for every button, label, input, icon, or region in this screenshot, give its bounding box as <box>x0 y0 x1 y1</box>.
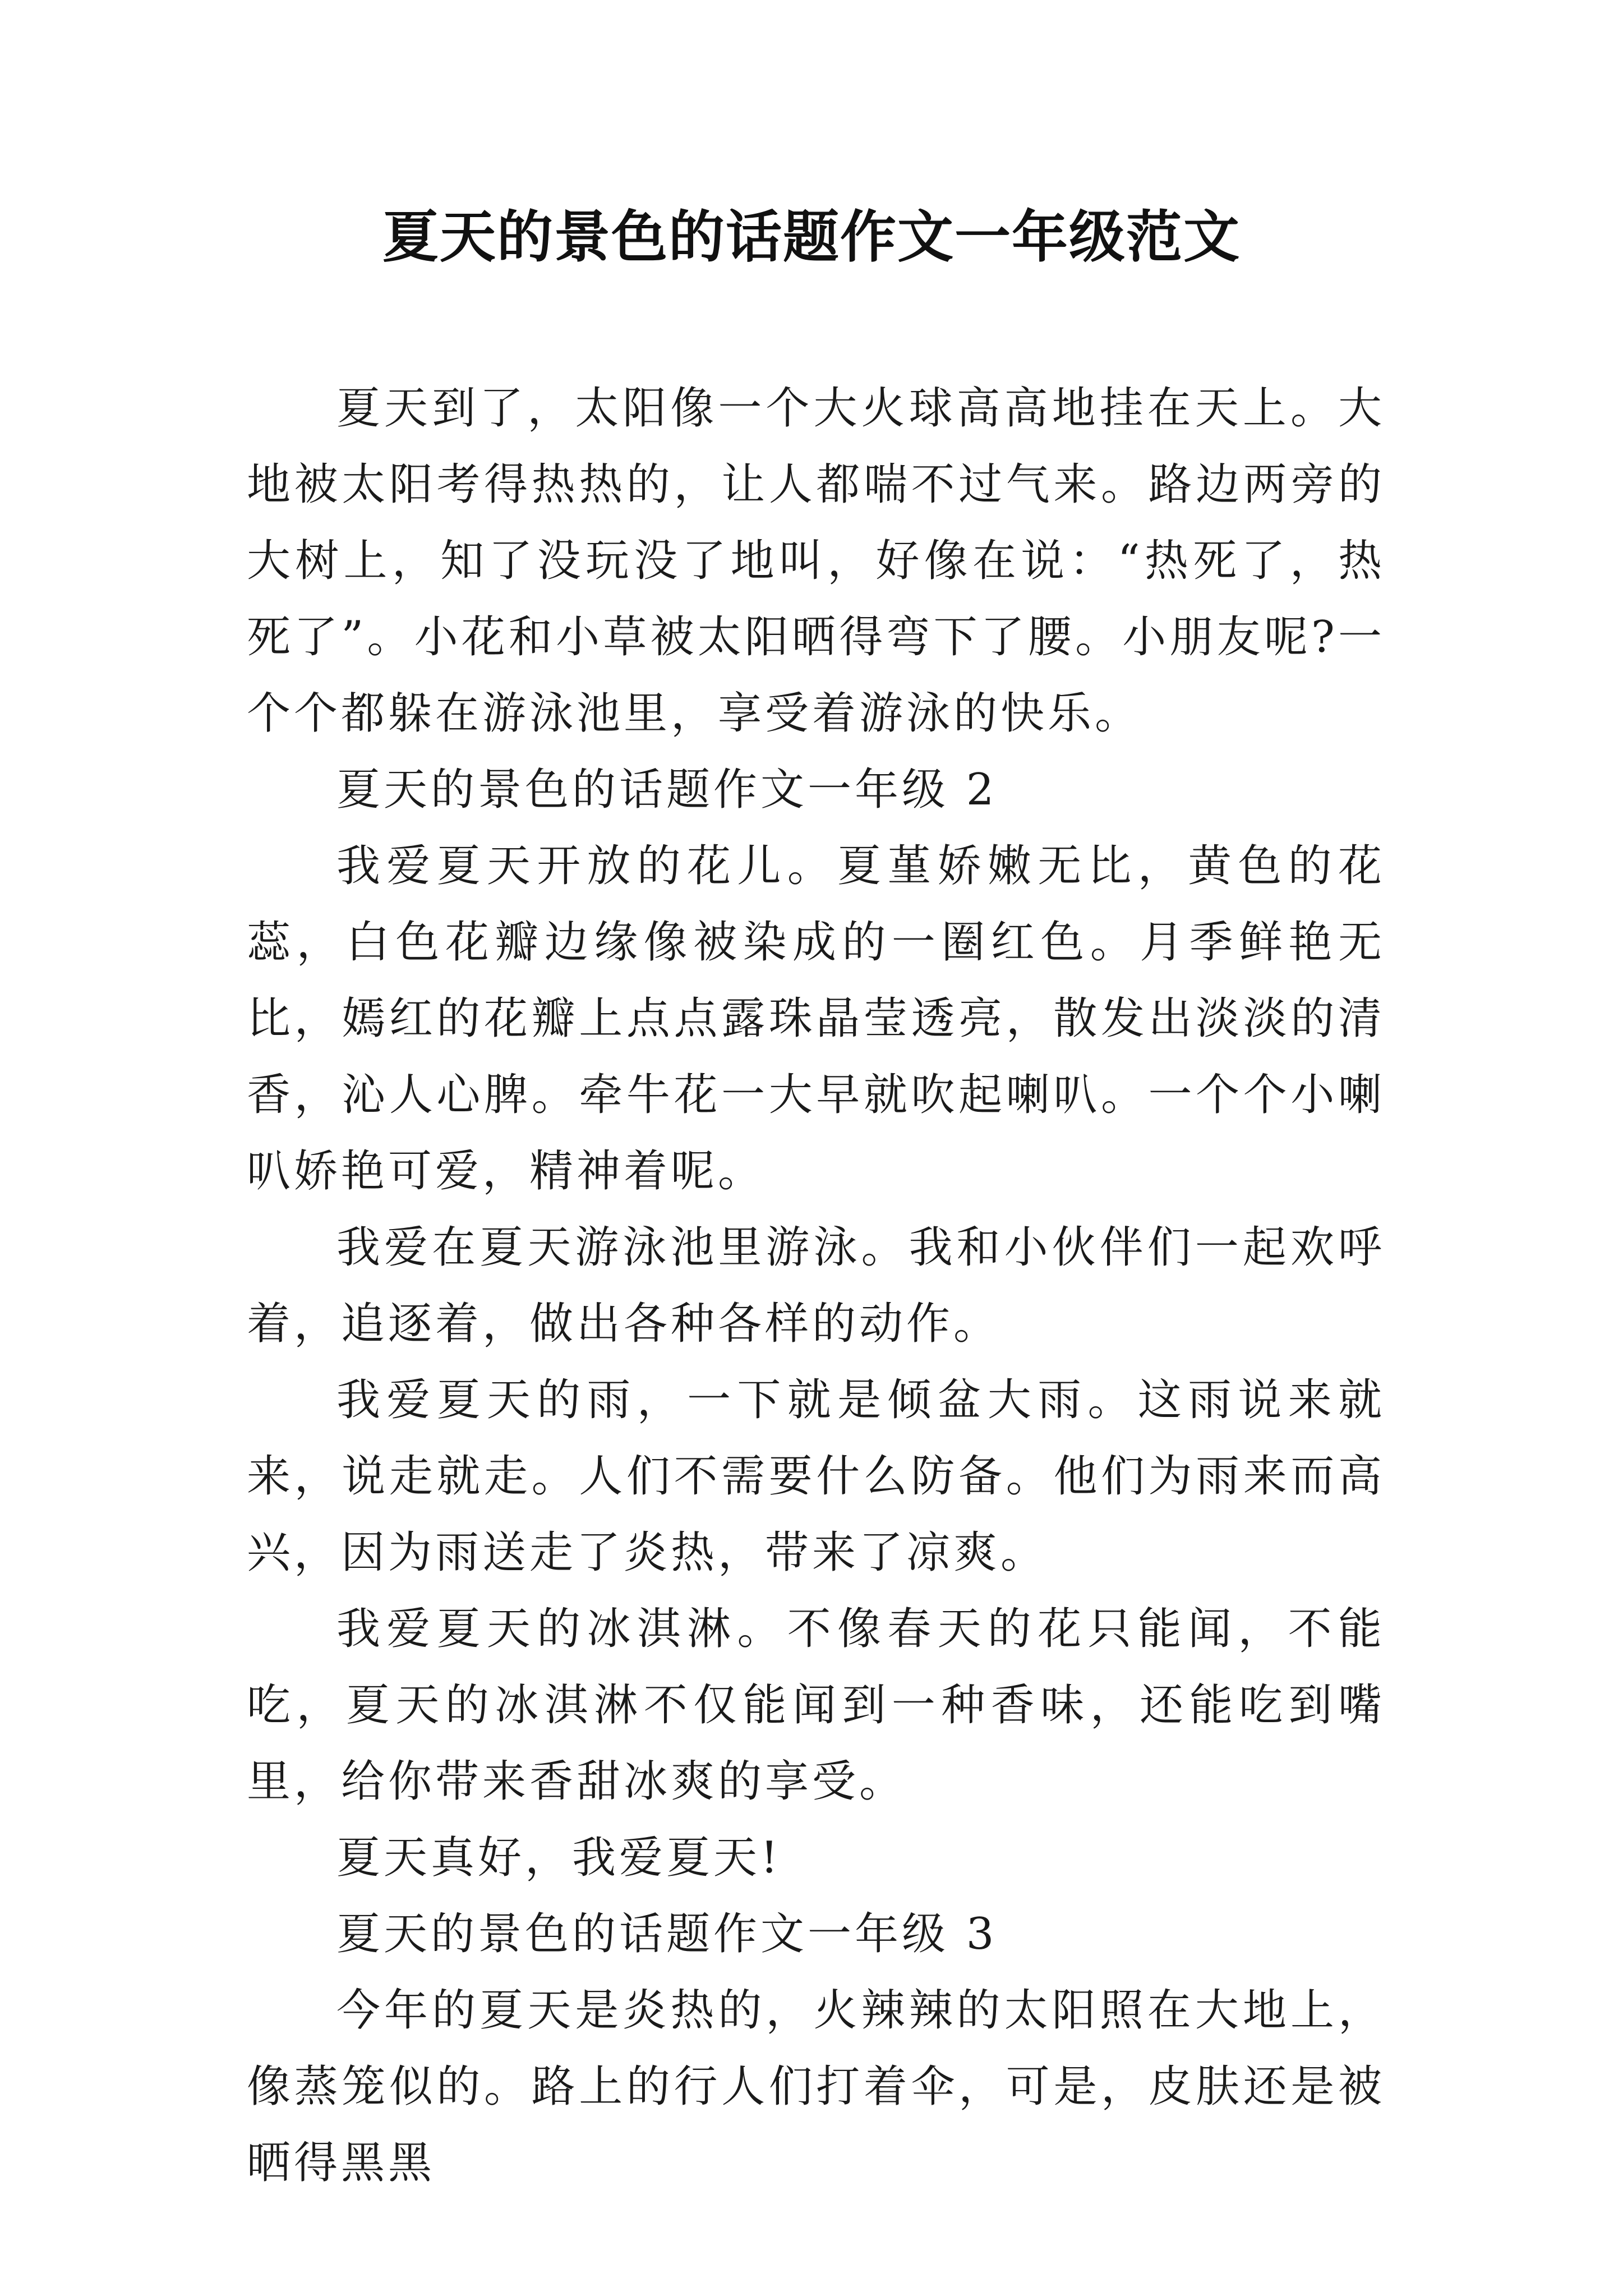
document-title: 夏天的景色的话题作文一年级范文 <box>382 204 1241 270</box>
paragraph-3: 我爱在夏天游泳池里游泳。我和小伙伴们一起欢呼着，追逐着，做出各种各样的动作。 <box>247 1222 1385 1349</box>
paragraph-7: 今年的夏天是炎热的，火辣辣的太阳照在大地上，像蒸笼似的。路上的行人们打着伞，可是，皮肤还是被晒得黑黑 <box>247 1985 1385 2188</box>
paragraph-6: 夏天真好，我爱夏天! <box>336 1833 782 1883</box>
paragraph-2: 我爱夏天开放的花儿。夏堇娇嫩无比，黄色的花蕊，白色花瓣边缘像被染成的一圈红色。月季鲜艳无比，嫣红的花瓣上点点露珠晶莹透亮，散发出淡淡的清香，沁人心脾。牵牛花一大早就吹起喇叭。一个个小喇叭娇艳可爱，精神着呢。 <box>247 841 1385 1197</box>
section-heading-3: 夏天的景色的话题作文一年级 3 <box>336 1909 998 1959</box>
paragraph-5: 我爱夏天的冰淇淋。不像春天的花只能闻，不能吃，夏天的冰淇淋不仅能闻到一种香味，还能吃到嘴里，给你带来香甜冰爽的享受。 <box>247 1604 1385 1807</box>
document-body <box>247 370 1385 2201</box>
paragraph-4: 我爱夏天的雨，一下就是倾盆大雨。这雨说来就来，说走就走。人们不需要什么防备。他们为雨来而高兴，因为雨送走了炎热，带来了凉爽。 <box>247 1375 1385 1578</box>
paragraph-1: 夏天到了，太阳像一个大火球高高地挂在天上。大地被太阳考得热热的，让人都喘不过气来。路边两旁的大树上，知了没玩没了地叫，好像在说：“热死了，热死了”。小花和小草被太阳晒得弯下了腰。小朋友呢?一个个都躲在游泳池里，享受着游泳的快乐。 <box>247 383 1385 739</box>
section-heading-2: 夏天的景色的话题作文一年级 2 <box>336 765 998 815</box>
